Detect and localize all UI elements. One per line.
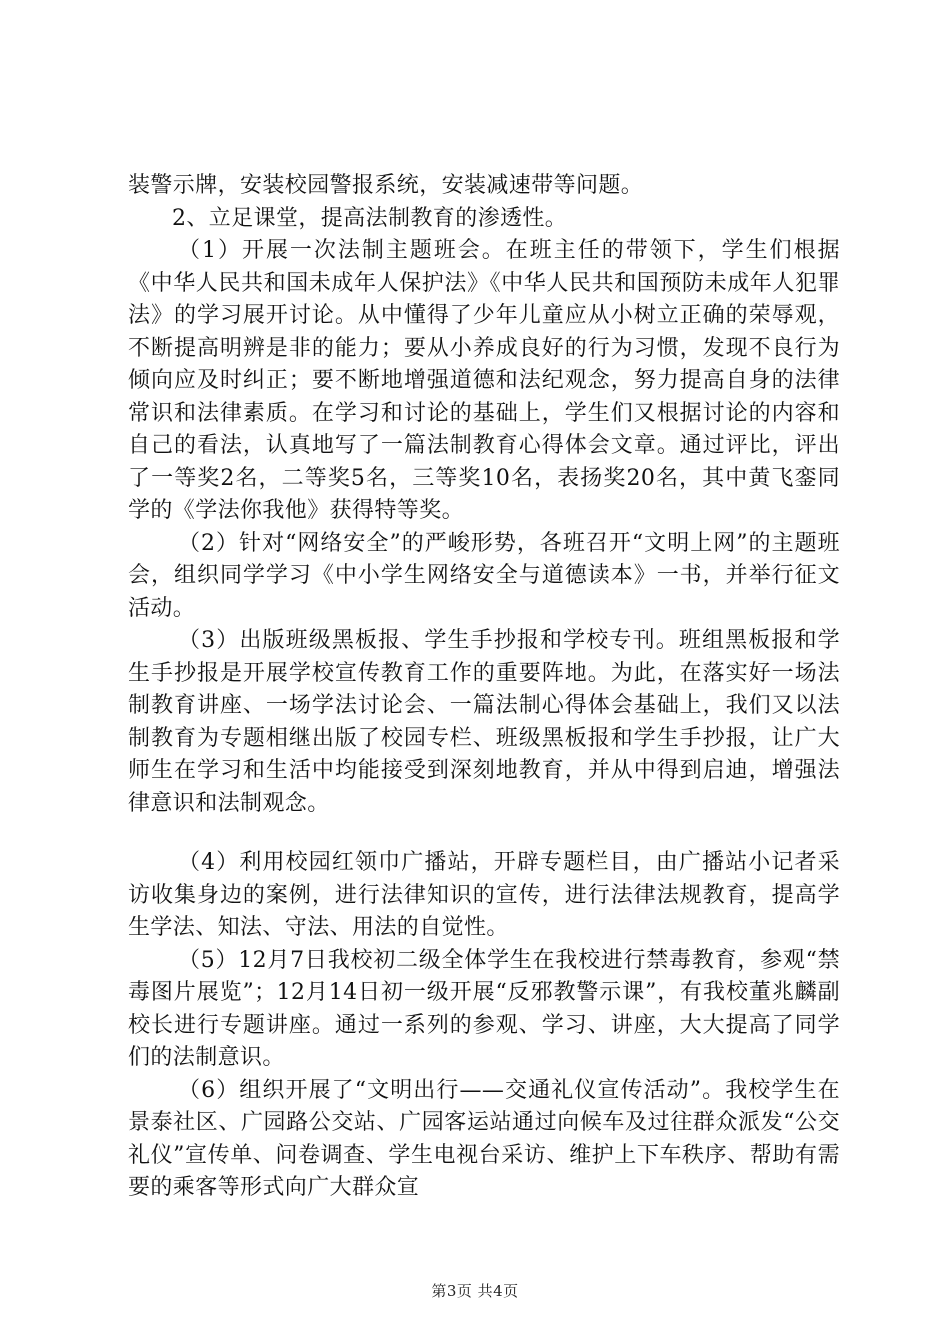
paragraph-item-1: （1）开展一次法制主题班会。在班主任的带领下，学生们根据《中华人民共和国未成年人保护法》《中华人民共和国预防未成年人犯罪法》的学习展开讨论。从中懂得了少年儿童应从小树立正确的荣辱观，不断提高明辨是非的能力；要从小养成良好的行为习惯，发现不良行为倾向应及时纠正；要不断地增强道德和法纪观念，努力提高自身的法律常识和法律素质。在学习和讨论的基础上，学生们又根据讨论的内容和自己的看法，认真地写了一篇法制教育心得体会文章。通过评比，评出了一等奖2名，二等奖5名，三等奖10名，表扬奖20名，其中黄飞銮同学的《学法你我他》获得特等奖。 [128,238,840,523]
page-number-footer: 第3页 共4页 [431,1282,519,1300]
paragraph-item-4: （4）利用校园红领巾广播站，开辟专题栏目，由广播站小记者采访收集身边的案例，进行法律知识的宣传，进行法律法规教育，提高学生学法、知法、守法、用法的自觉性。 [128,850,840,940]
document-body [128,170,840,1205]
section-heading: 2、立足课堂，提高法制教育的渗透性。 [172,205,568,231]
paragraph-continuation: 装警示牌，安装校园警报系统，安装减速带等问题。 [128,173,644,198]
paragraph-item-5: （5）12月7日我校初二级全体学生在我校进行禁毒教育，参观“禁毒图片展览”；12月14日初一级开展“反邪教警示课”，有我校董兆麟副校长进行专题讲座。通过一系列的参观、学习、讲座，大大提高了同学们的法制意识。 [128,947,840,1070]
paragraph-item-6: （6）组织开展了“文明出行——交通礼仪宣传活动”。我校学生在景泰社区、广园路公交站、广园客运站通过向候车及过往群众派发“公交礼仪”宣传单、问卷调查、学生电视台采访、维护上下车秩序、帮助有需要的乘客等形式向广大群众宣 [128,1077,840,1200]
paragraph-item-3: （3）出版班级黑板报、学生手抄报和学校专刊。班组黑板报和学生手抄报是开展学校宣传教育工作的重要阵地。为此，在落实好一场法制教育讲座、一场学法讨论会、一篇法制心得体会基础上，我们又以法制教育为专题相继出版了校园专栏、班级黑板报和学生手抄报，让广大师生在学习和生活中均能接受到深刻地教育，并从中得到启迪，增强法律意识和法制观念。 [128,628,840,816]
paragraph-item-2: （2）针对“网络安全”的严峻形势，各班召开“文明上网”的主题班会，组织同学学习《中小学生网络安全与道德读本》一书，并举行征文活动。 [128,530,840,621]
